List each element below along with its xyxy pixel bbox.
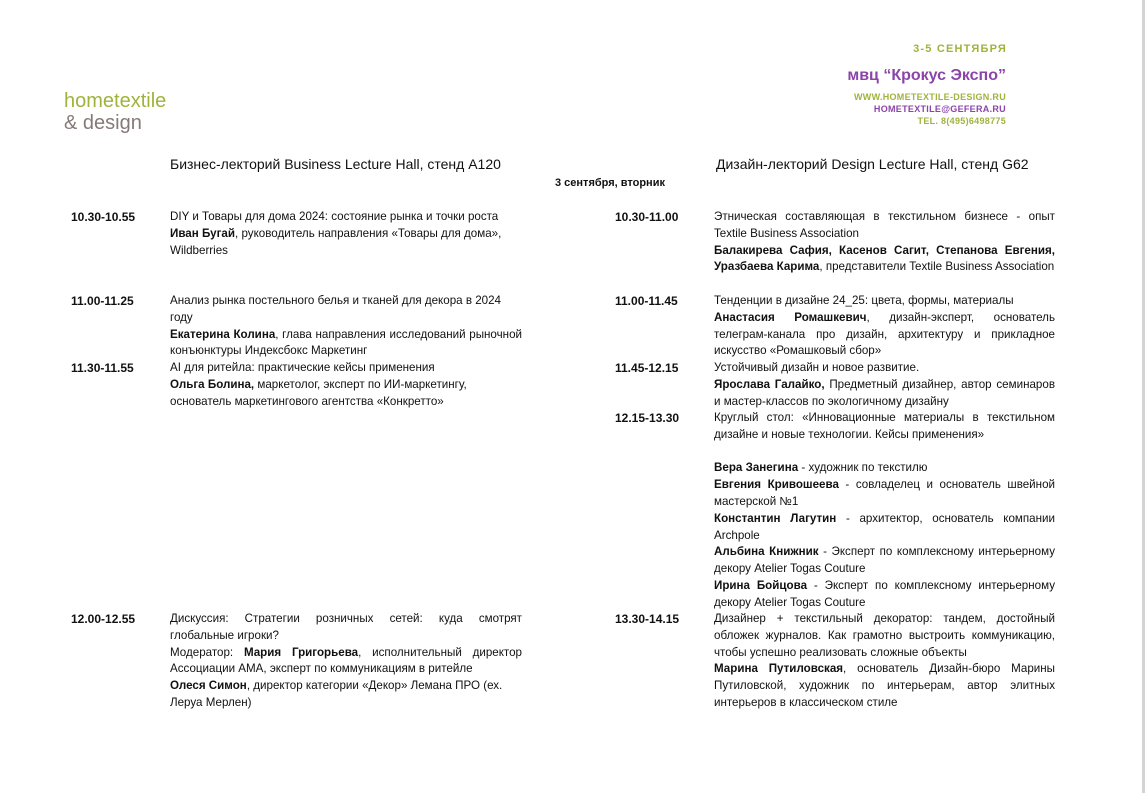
speaker-name: Ольга Болина, xyxy=(170,377,255,391)
panelist-name: Константин Лагутин xyxy=(714,511,837,525)
panelist-role: - художник по текстилю xyxy=(798,461,928,475)
speaker-role: маркетолог, эксперт по ИИ-маркетингу, основатель маркетингового агентства «Конкретто» xyxy=(170,377,467,408)
session-title: Этническая составляющая в текстильном бизнесе - опыт Textile Business Association xyxy=(714,210,1055,240)
speaker-role: , руководитель направления «Товары для дома», Wildberries xyxy=(170,226,502,257)
email-link[interactable]: HOMETEXTILE@GEFERA.RU xyxy=(873,104,1006,114)
session-title: AI для ритейла: практические кейсы применения xyxy=(170,361,435,374)
session-speaker xyxy=(714,310,1055,360)
phone-number: TEL. 8(495)6498775 xyxy=(917,116,1006,126)
session-time: 12.00-12.55 xyxy=(71,612,136,626)
panelist-role: - Эксперт по комплексному интерьерному декору Atelier Togas Couture xyxy=(714,578,1055,609)
speaker-role: , дизайн-эксперт, основатель телеграм-канала про дизайн, архитектуру и прикладное искусство «Ромашковый сбор» xyxy=(714,310,1055,358)
speaker-name: Олеся Симон xyxy=(170,679,247,693)
event-dates: 3-5 СЕНТЯБРЯ xyxy=(913,43,1007,55)
session-block xyxy=(714,611,1055,712)
session-speaker xyxy=(170,327,522,361)
panelist-name: Альбина Книжник xyxy=(714,545,819,559)
session-block xyxy=(714,293,1055,360)
speaker-name: Анастасия Ромашкевич xyxy=(714,310,867,324)
session-block xyxy=(170,611,522,712)
session-title: Круглый стол: «Инновационные материалы в текстильном дизайне и новые технологии. Кейсы применения» xyxy=(714,411,1055,441)
session-title: Дискуссия: Стратегии розничных сетей: куда смотрят глобальные игроки? xyxy=(170,612,522,642)
panelist xyxy=(714,578,1055,612)
hometextile-logo xyxy=(64,90,166,134)
session-block xyxy=(714,209,1055,276)
speaker-role: , директор категории «Декор» Лемана ПРО (ех. Леруа Мерлен) xyxy=(170,679,503,709)
panelist-role: - Эксперт по комплексному интерьерному декору Atelier Togas Couture xyxy=(714,545,1055,576)
session-speaker xyxy=(714,243,1055,277)
session-block xyxy=(170,209,522,259)
session-title: Дизайнер + текстильный декоратор: тандем, достойный обложек журналов. Как грамотно выстроить коммуникацию, чтобы успешно реализовать сложные объекты xyxy=(714,612,1055,659)
session-title: Тенденции в дизайне 24_25: цвета, формы, материалы xyxy=(714,294,1014,307)
speaker-role: , исполнительный директор Ассоциации АМА, эксперт по коммуникациям в ритейле xyxy=(170,645,523,676)
session-time: 11.45-12.15 xyxy=(615,361,679,375)
session-time: 11.30-11.55 xyxy=(71,361,134,375)
session-title: Устойчивый дизайн и новое развитие. xyxy=(714,361,920,374)
spacer xyxy=(714,444,1055,461)
speaker-name: Иван Бугай xyxy=(170,226,236,240)
panelist-role: - совладелец и основатель швейной мастерской №1 xyxy=(714,478,1055,508)
session-block xyxy=(170,360,522,410)
session-title: Анализ рынка постельного белья и тканей для декора в 2024 году xyxy=(170,294,501,324)
panelist-name: Евгения Кривошеева xyxy=(714,478,839,492)
design-hall-title: Дизайн-лекторий Design Lecture Hall, стенд G62 xyxy=(716,156,1029,172)
panelist xyxy=(714,511,1055,545)
session-speaker xyxy=(170,377,522,411)
panelist xyxy=(714,544,1055,578)
speaker-role: , представители Textile Business Association xyxy=(819,260,1055,274)
logo-line-2: & design xyxy=(64,112,142,134)
panelist xyxy=(714,477,1055,511)
speaker-name: Екатерина Колина xyxy=(170,327,276,341)
session-speaker xyxy=(170,678,522,712)
session-moderator xyxy=(170,645,522,679)
website-link[interactable]: WWW.HOMETEXTILE-DESIGN.RU xyxy=(854,92,1006,102)
session-time: 12.15-13.30 xyxy=(615,411,680,425)
panelist-role: - архитектор, основатель компании Archpole xyxy=(714,511,1055,542)
session-title: DIY и Товары для дома 2024: состояние рынка и точки роста xyxy=(170,210,499,223)
day-label: 3 сентября, вторник xyxy=(555,177,665,189)
moderator-label: Модератор: xyxy=(170,645,244,659)
session-block xyxy=(714,360,1055,410)
panelist xyxy=(714,460,1055,477)
session-block xyxy=(170,293,522,360)
business-hall-title: Бизнес-лекторий Business Lecture Hall, стенд A120 xyxy=(170,156,501,172)
session-block xyxy=(714,410,1055,612)
session-speaker xyxy=(714,661,1055,711)
session-time: 11.00-11.25 xyxy=(71,294,134,308)
speaker-name: Ярослава Галайко, xyxy=(714,377,825,391)
session-time: 11.00-11.45 xyxy=(615,294,678,308)
session-time: 10.30-11.00 xyxy=(615,210,679,224)
speaker-name: Марина Путиловская xyxy=(714,662,844,676)
event-venue: мвц “Крокус Экспо” xyxy=(847,67,1006,84)
session-speaker xyxy=(170,226,522,260)
speaker-role: Предметный дизайнер, автор семинаров и мастер-классов по экологичному дизайну xyxy=(714,377,1055,408)
logo-line-1: hometextile xyxy=(64,90,167,112)
session-speaker xyxy=(714,377,1055,411)
session-time: 10.30-10.55 xyxy=(71,210,136,224)
panelist-name: Ирина Бойцова xyxy=(714,578,808,592)
speaker-name: Мария Григорьева xyxy=(243,645,359,659)
speaker-name: Балакирева Сафия, Касенов Сагит, Степанова Евгения, Уразбаева Карима xyxy=(714,243,1055,274)
session-time: 13.30-14.15 xyxy=(615,612,680,626)
speaker-role: , глава направления исследований рыночной конъюнктуры Индексбокс Маркетинг xyxy=(170,327,522,358)
panelist-name: Вера Занегина xyxy=(714,461,799,475)
speaker-role: , основатель Дизайн-бюро Марины Путиловской, художник по интерьерам, автор элитных интерьеров в классическом стиле xyxy=(714,662,1056,709)
